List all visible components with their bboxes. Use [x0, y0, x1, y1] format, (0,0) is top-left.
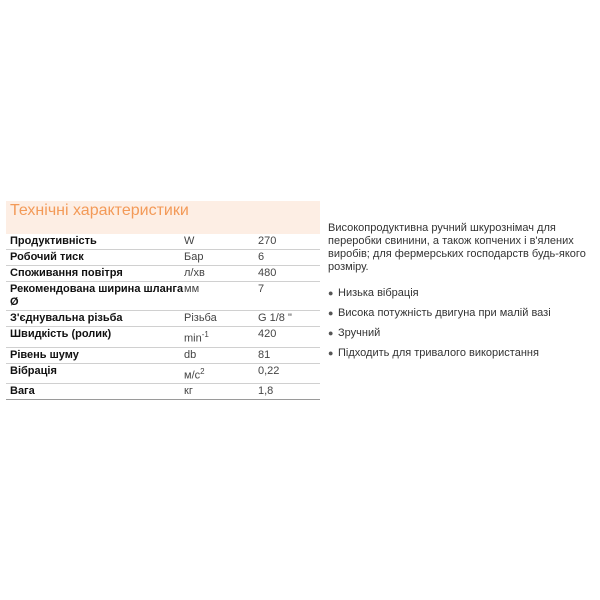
unit-base: м/с	[184, 369, 201, 382]
spec-row-roller-speed	[6, 327, 320, 348]
unit-superscript: -1	[201, 330, 209, 339]
spec-name: Швидкість (ролик)	[10, 328, 112, 340]
list-item	[328, 326, 596, 339]
specs-title: Технічні характеристики	[6, 201, 320, 234]
specs-table	[6, 201, 320, 400]
spec-row-weight	[6, 384, 320, 400]
spec-value: 420	[258, 328, 277, 340]
list-item	[328, 286, 596, 299]
list-item	[328, 346, 596, 359]
spec-row-thread	[6, 311, 320, 327]
spec-name: Рекомендована ширина шланга Ø	[10, 283, 184, 308]
spec-row-pressure	[6, 250, 320, 266]
feature-text: Підходить для тривалого використання	[338, 346, 539, 359]
feature-text: Низька вібрація	[338, 286, 419, 299]
spec-unit: db	[184, 348, 197, 361]
spec-unit: Різьба	[184, 312, 217, 324]
feature-text: Зручний	[338, 326, 381, 339]
spec-name: Вага	[10, 385, 35, 398]
spec-unit	[184, 365, 258, 383]
list-item	[328, 306, 596, 319]
spec-value: 81	[258, 348, 271, 361]
spec-value: 6	[258, 251, 265, 263]
product-description: Високопродуктивна ручний шкурознімач для переробки свинини, а також копчених і в'ялених виробів; для фермерських господарств будь-якого розміру.	[328, 222, 586, 273]
spec-value: 480	[258, 267, 277, 279]
spec-unit: Бар	[184, 251, 204, 263]
unit-base: min	[184, 332, 202, 345]
spec-unit: л/хв	[184, 267, 205, 279]
spec-value: G 1/8 "	[258, 312, 292, 324]
spec-row-air-consumption	[6, 266, 320, 282]
spec-row-hose-width	[6, 282, 320, 311]
spec-row-productivity	[6, 234, 320, 250]
bullet-icon: ●	[328, 287, 334, 298]
bullet-icon: ●	[328, 307, 334, 318]
spec-value: 1,8	[258, 385, 274, 398]
spec-name: Продуктивність	[10, 235, 97, 247]
unit-superscript: 2	[200, 366, 205, 376]
spec-unit: мм	[184, 283, 200, 295]
feature-list	[328, 286, 596, 366]
spec-row-noise-level	[6, 348, 320, 364]
spec-name: Робочий тиск	[10, 251, 84, 263]
feature-text: Висока потужність двигуна при малій вазі	[338, 306, 551, 319]
spec-row-vibration	[6, 364, 320, 385]
bullet-icon: ●	[328, 327, 334, 338]
spec-unit	[184, 328, 258, 346]
spec-value: 270	[258, 235, 277, 247]
spec-name: З'єднувальна різьба	[10, 312, 123, 324]
bullet-icon: ●	[328, 347, 334, 358]
spec-name: Рівень шуму	[10, 348, 79, 361]
spec-name: Споживання повітря	[10, 267, 123, 279]
spec-name: Вібрація	[10, 364, 57, 377]
spec-unit: кг	[184, 385, 193, 398]
spec-value: 0,22	[258, 364, 280, 377]
spec-unit: W	[184, 235, 195, 247]
spec-value: 7	[258, 283, 265, 295]
